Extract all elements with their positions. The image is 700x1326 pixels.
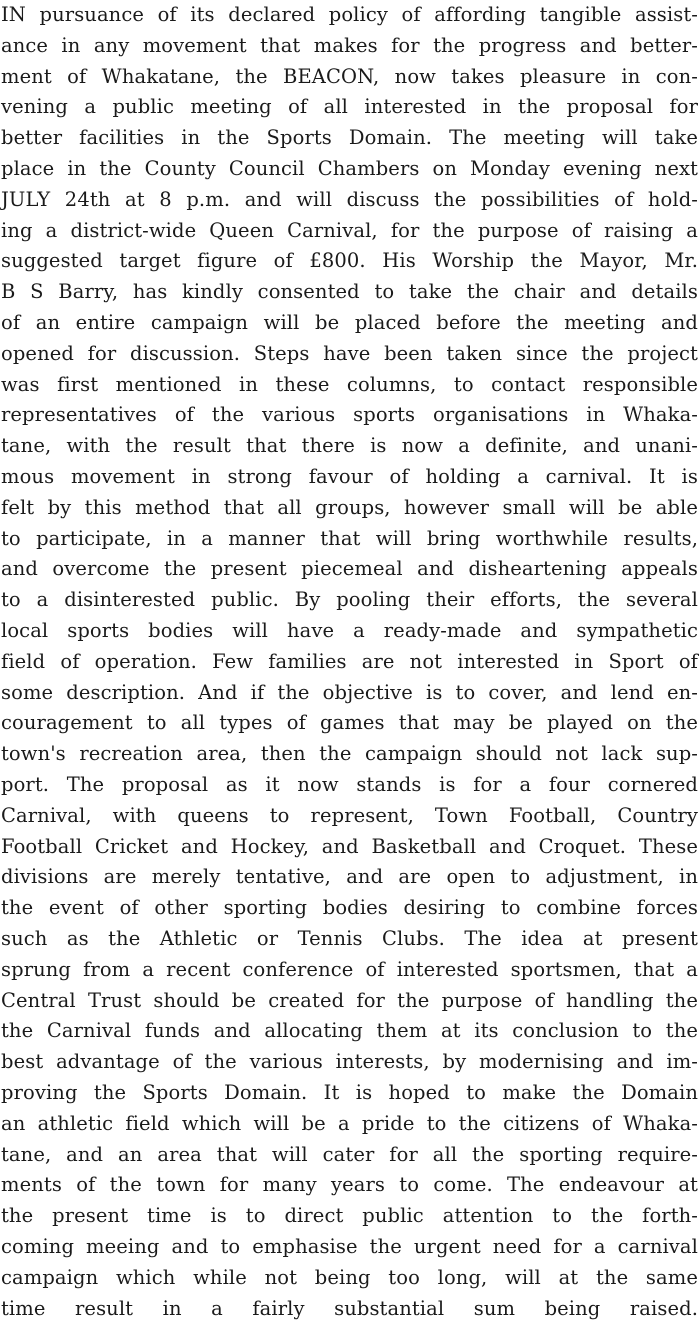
article-line: field of operation. Few families are not interested in Sport of (1, 649, 698, 673)
article-line: couragement to all types of games that may be played on the (1, 711, 698, 735)
article-line: divisions are merely tentative, and are open to adjustment, in (1, 865, 698, 889)
article-line: suggested target figure of £800. His Worship the Mayor, Mr. (1, 249, 698, 273)
article-line: proving the Sports Domain. It is hoped to make the Domain (1, 1081, 698, 1104)
article-line: opened for discussion. Steps have been taken since the project (1, 341, 698, 365)
article-line: of an entire campaign will be placed before the meeting and (1, 311, 698, 334)
article-line: place in the County Council Chambers on Monday evening next (1, 157, 698, 180)
article-line: sprung from a recent conference of interested sportsmen, that a (1, 957, 698, 981)
article-line: to a disinterested public. By pooling their efforts, the several (1, 588, 698, 612)
article-line: ment of Whakatane, the BEACON, now takes pleasure in con- (1, 64, 698, 88)
article-line: and overcome the present piecemeal and disheartening appeals (1, 557, 698, 581)
article-line: an athletic field which will be a pride to the citizens of Whaka- (1, 1111, 698, 1135)
article-line: JULY 24th at 8 p.m. and will discuss the possibilities of hold- (1, 187, 698, 211)
article-line: better facilities in the Sports Domain. The meeting will take (1, 126, 698, 150)
article-line: the Carnival funds and allocating them at its conclusion to the (1, 1019, 698, 1043)
article-line: town's recreation area, then the campaign should not lack sup- (1, 742, 698, 766)
article-line: the event of other sporting bodies desiring to combine forces (1, 896, 698, 920)
article-line: representatives of the various sports organisations in Whaka- (1, 403, 698, 427)
article-line: ments of the town for many years to come. The endeavour at (1, 1173, 698, 1197)
article-line: time result in a fairly substantial sum being raised. (1, 1296, 698, 1320)
article-line: vening a public meeting of all interested in the proposal for (1, 95, 698, 119)
article-line: was first mentioned in these columns, to contact responsible (1, 372, 698, 396)
article-line: tane, with the result that there is now a definite, and unani- (1, 434, 698, 458)
article-line: such as the Athletic or Tennis Clubs. The idea at present (1, 927, 698, 950)
article-line: ing a district-wide Queen Carnival, for the purpose of raising a (1, 218, 698, 242)
article-line: B S Barry, has kindly consented to take the chair and details (1, 280, 698, 304)
article-line: ance in any movement that makes for the progress and better- (1, 33, 698, 57)
article-line: felt by this method that all groups, however small will be able (1, 495, 698, 519)
article-line: some description. And if the objective is to cover, and lend en- (1, 680, 698, 704)
article-line: Central Trust should be created for the purpose of handling the (1, 988, 698, 1012)
article-line: IN pursuance of its declared policy of affording tangible assist- (1, 3, 698, 26)
article-line: Football Cricket and Hockey, and Basketball and Croquet. These (1, 834, 698, 858)
article-line: the present time is to direct public attention to the forth- (1, 1204, 698, 1228)
article-line: best advantage of the various interests, by modernising and im- (1, 1050, 698, 1074)
article-line: Carnival, with queens to represent, Town Football, Country (1, 803, 698, 827)
article-line: coming meeing and to emphasise the urgent need for a carnival (1, 1235, 698, 1258)
article-line: mous movement in strong favour of holding a carnival. It is (1, 465, 698, 488)
article-line: campaign which while not being too long, will at the same (1, 1265, 698, 1289)
article-line: local sports bodies will have a ready-made and sympathetic (1, 619, 698, 642)
article-line: to participate, in a manner that will bring worthwhile results, (1, 526, 698, 550)
article-line: port. The proposal as it now stands is for a four cornered (1, 773, 698, 796)
article-line: tane, and an area that will cater for all the sporting require- (1, 1142, 698, 1166)
